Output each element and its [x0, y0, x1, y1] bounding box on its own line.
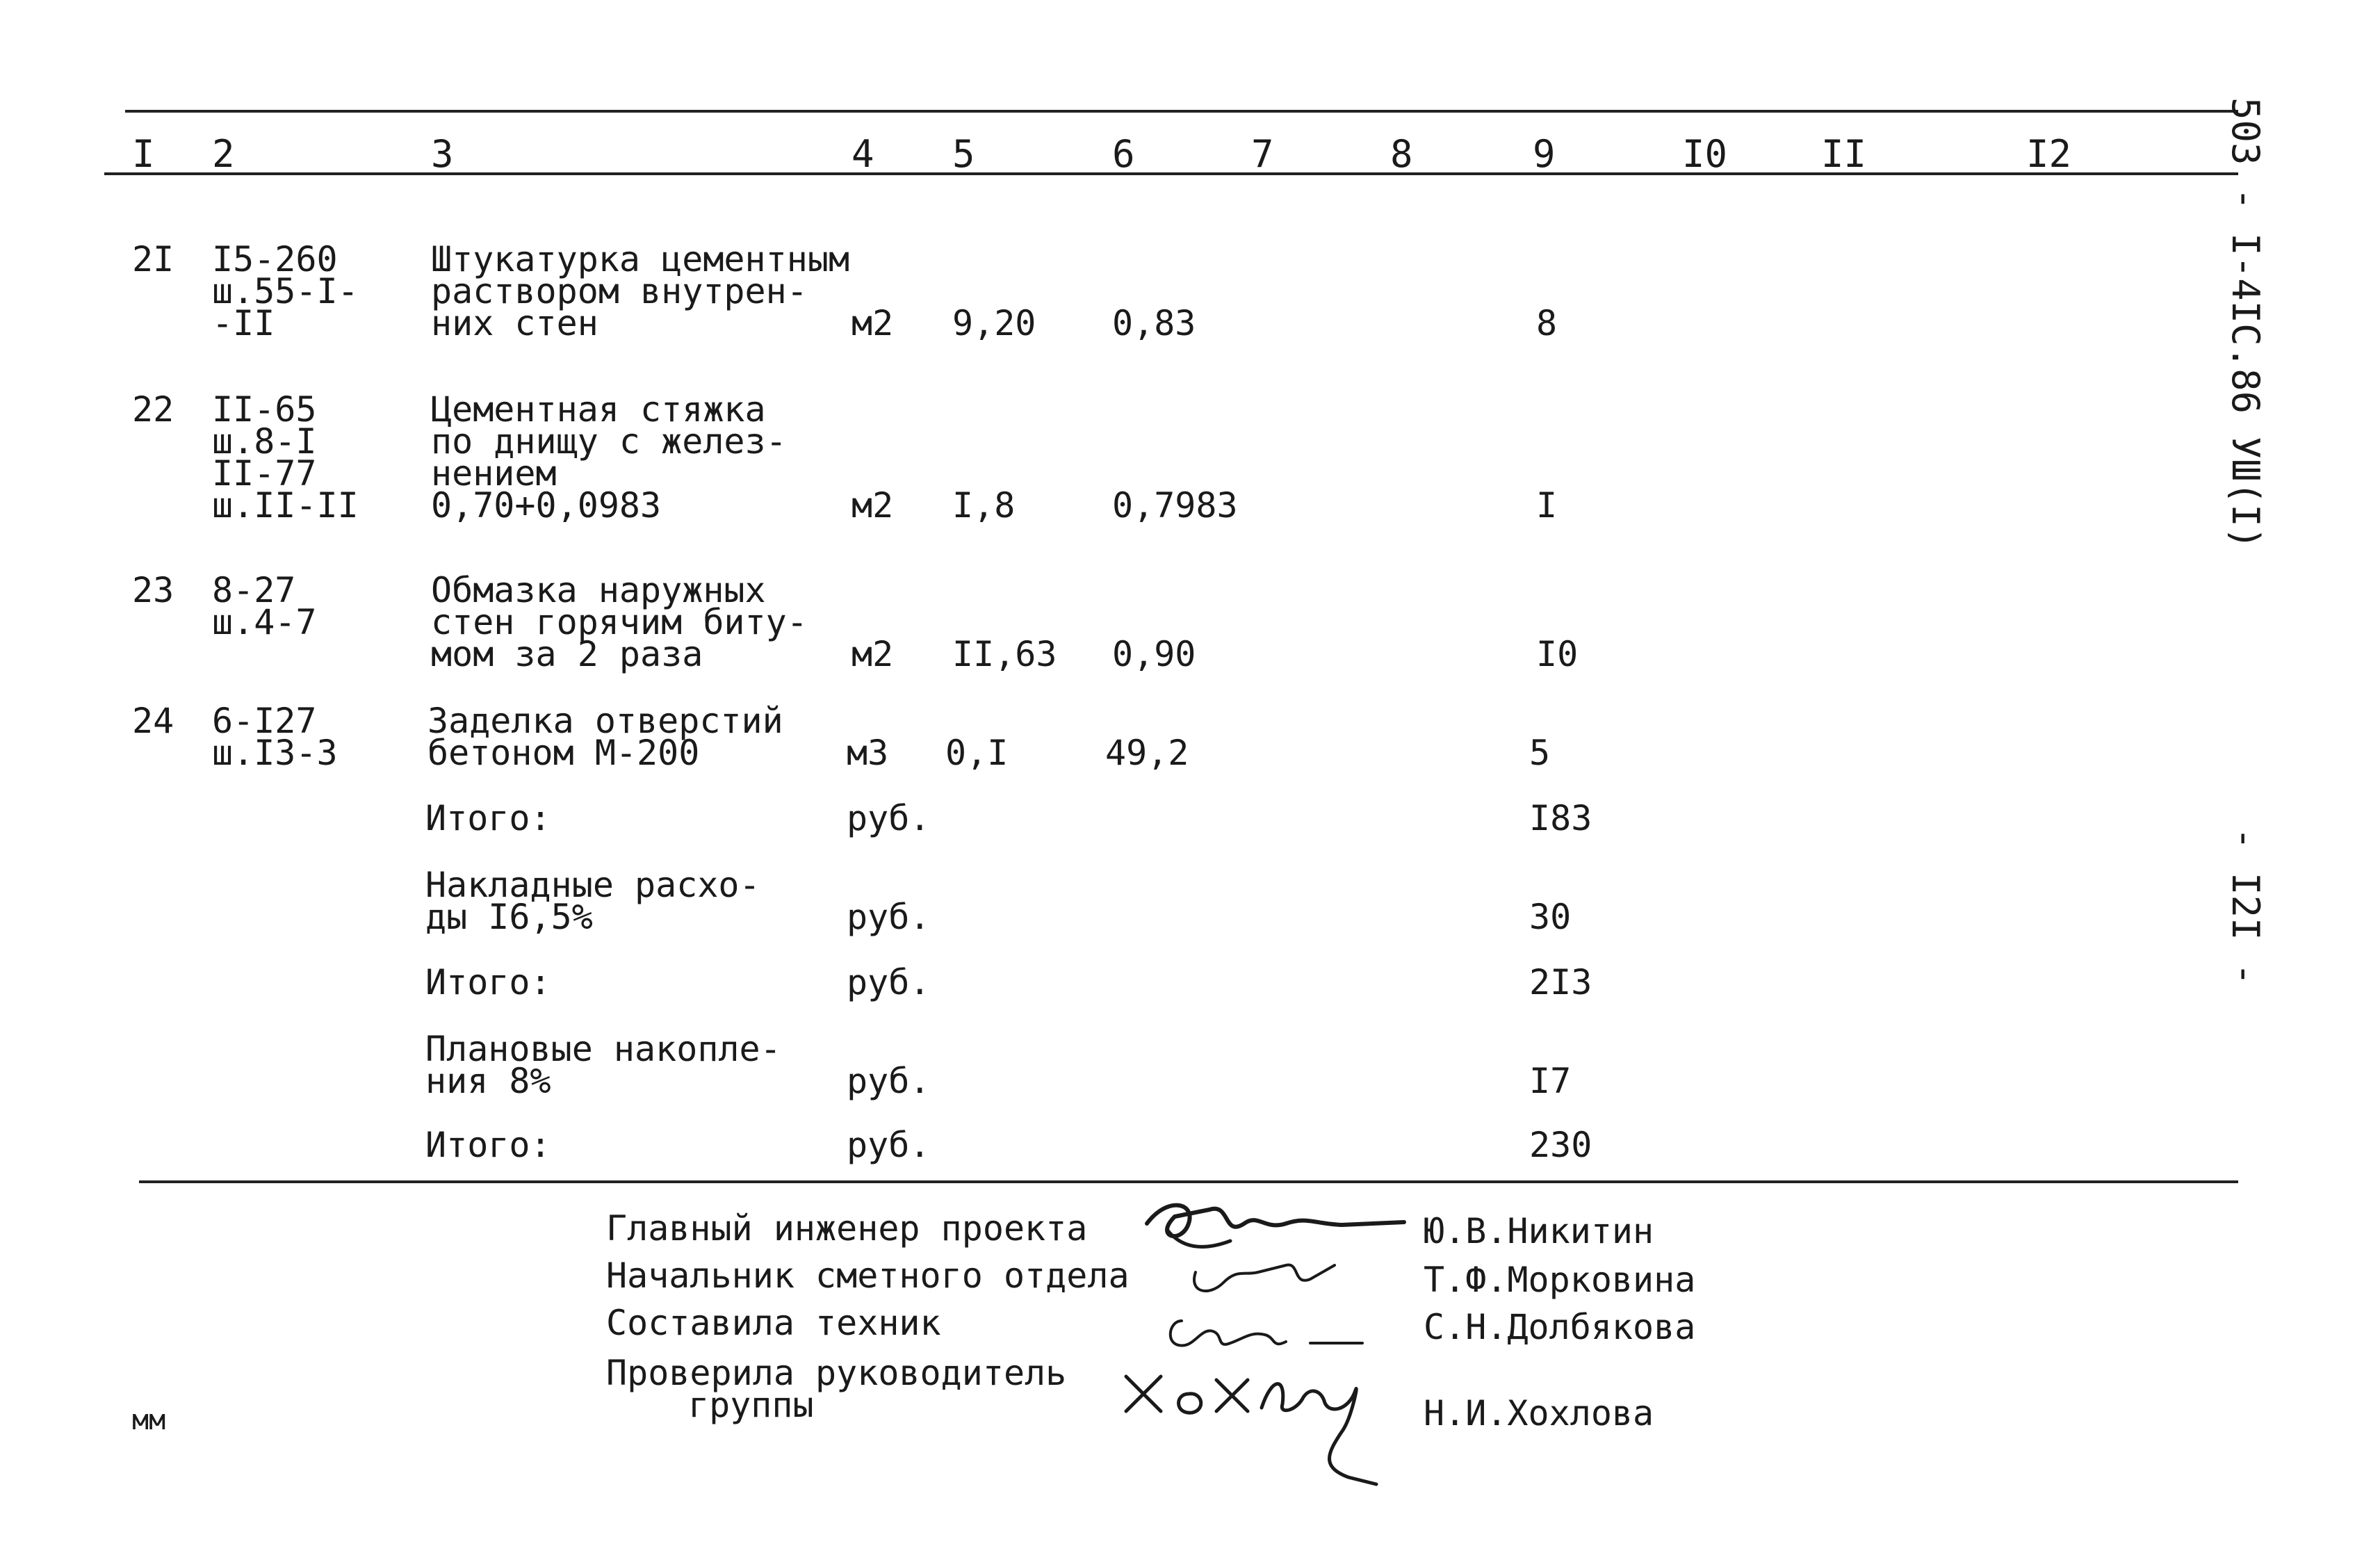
summary-label: Итого: [425, 1125, 551, 1165]
row-desc-line: бетоном М-200 [427, 733, 700, 773]
row-total: 5 [1529, 733, 1551, 773]
summary-total: 2I3 [1529, 962, 1592, 1002]
row-unit: м3 [847, 733, 889, 773]
row-desc-line: по днищу с желез- [431, 421, 787, 462]
row-code-line: ш.55-I- [212, 271, 359, 311]
row-number: 24 [132, 701, 174, 741]
row-price: 0,90 [1112, 634, 1196, 674]
row-unit: м2 [851, 634, 894, 674]
row-desc-line: раствором внутрен- [431, 271, 808, 311]
row-desc-line: стен горячим биту- [431, 602, 808, 642]
row-code-line: ш.8-I [212, 421, 317, 462]
summary-unit: руб. [847, 962, 931, 1002]
summary-label: Накладные расхо- [425, 865, 760, 905]
row-number: 23 [132, 570, 174, 610]
row-total: 8 [1536, 303, 1558, 343]
row-code-line: II-65 [212, 389, 317, 430]
row-code-line: ш.4-7 [212, 602, 317, 642]
col-header-12: I2 [2026, 132, 2072, 176]
row-desc-line: Цементная стяжка [431, 389, 766, 430]
row-desc-line: Штукатурка цементным [431, 239, 850, 279]
col-header-3: 3 [431, 132, 454, 176]
signatory-role: Составила техник [606, 1303, 941, 1343]
document-code: 503 - I-4IC.86 УШ(I) [2224, 97, 2267, 550]
summary-total: 230 [1529, 1125, 1592, 1165]
row-unit: м2 [851, 485, 894, 526]
row-quantity: II,63 [952, 634, 1057, 674]
summary-total: I83 [1529, 798, 1592, 838]
row-quantity: 0,I [945, 733, 1009, 773]
summary-label: ния 8% [425, 1061, 551, 1101]
side-margin [2224, 97, 2308, 1001]
row-desc-line: 0,70+0,0983 [431, 485, 662, 526]
row-price: 49,2 [1105, 733, 1189, 773]
summary-unit: руб. [847, 897, 931, 937]
summary-unit: руб. [847, 798, 931, 838]
summary-label: ды I6,5% [425, 897, 593, 937]
signatory-role: Главный инженер проекта [606, 1208, 1088, 1249]
summary-unit: руб. [847, 1125, 931, 1165]
corner-mark: мм [132, 1404, 166, 1436]
row-total: I [1536, 485, 1558, 526]
col-header-9: 9 [1533, 132, 1556, 176]
row-code-line: ш.II-II [212, 485, 359, 526]
top-rule-upper [125, 110, 2238, 113]
row-code-line: 8-27 [212, 570, 296, 610]
row-desc-line: нением [431, 453, 557, 494]
signature-khokhlova [1112, 1349, 1390, 1488]
col-header-11: II [1821, 132, 1867, 176]
col-header-2: 2 [212, 132, 235, 176]
summary-total: 30 [1529, 897, 1572, 937]
signatory-role: Начальник сметного отдела [606, 1256, 1130, 1296]
row-desc-line: мом за 2 раза [431, 634, 703, 674]
col-header-5: 5 [952, 132, 975, 176]
signatory-name: Т.Ф.Морковина [1424, 1260, 1696, 1300]
row-desc-line: Обмазка наружных [431, 570, 766, 610]
summary-label: Плановые накопле- [425, 1029, 781, 1069]
row-number: 2I [132, 239, 174, 279]
col-header-4: 4 [851, 132, 874, 176]
col-header-6: 6 [1112, 132, 1135, 176]
col-header-8: 8 [1390, 132, 1413, 176]
col-header-10: I0 [1682, 132, 1728, 176]
row-desc-line: них стен [431, 303, 598, 343]
row-code-line: -II [212, 303, 275, 343]
signatory-name: Н.И.Хохлова [1424, 1393, 1654, 1433]
signature-morkovina [1175, 1244, 1355, 1307]
signatory-role: группы [688, 1385, 814, 1425]
row-code-line: II-77 [212, 453, 317, 494]
top-rule-lower [104, 172, 2238, 175]
row-unit: м2 [851, 303, 894, 343]
summary-label: Итого: [425, 798, 551, 838]
row-code-line: ш.I3-3 [212, 733, 338, 773]
row-code-line: 6-I27 [212, 701, 317, 741]
signatory-role: Проверила руководитель [606, 1353, 1067, 1393]
page-number: - I2I - [2224, 827, 2267, 986]
signatory-name: Ю.В.Никитин [1424, 1211, 1654, 1251]
row-quantity: 9,20 [952, 303, 1036, 343]
row-number: 22 [132, 389, 174, 430]
row-quantity: I,8 [952, 485, 1016, 526]
row-total: I0 [1536, 634, 1579, 674]
summary-label: Итого: [425, 962, 551, 1002]
row-price: 0,83 [1112, 303, 1196, 343]
row-price: 0,7983 [1112, 485, 1238, 526]
col-header-7: 7 [1251, 132, 1274, 176]
col-header-1: I [132, 132, 155, 176]
signatory-name: С.Н.Долбякова [1424, 1307, 1696, 1347]
row-code-line: I5-260 [212, 239, 338, 279]
summary-total: I7 [1529, 1061, 1572, 1101]
row-desc-line: Заделка отверстий [427, 701, 783, 741]
summary-unit: руб. [847, 1061, 931, 1101]
